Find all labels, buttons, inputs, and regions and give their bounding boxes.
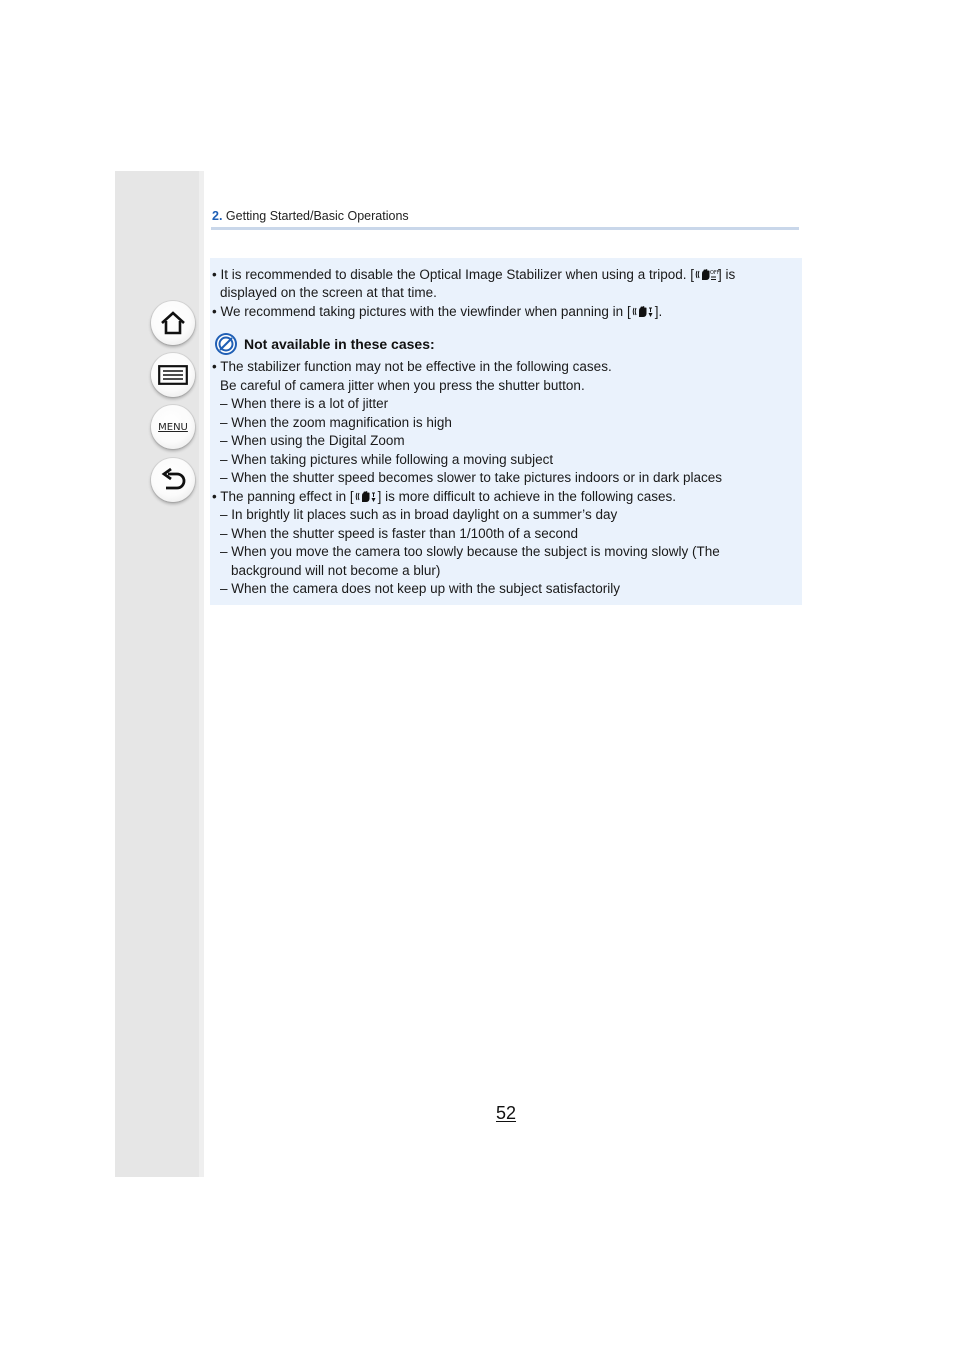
page-number: 52	[495, 1103, 517, 1123]
panning-note: • The panning effect in [ ] is more difficult to achieve in the following cases.	[212, 489, 676, 504]
viewfinder-note: • We recommend taking pictures with the viewfinder when panning in [ ].	[212, 304, 663, 319]
contents-button[interactable]	[151, 353, 195, 397]
list-item: – When using the Digital Zoom	[220, 433, 405, 448]
tripod-note-line-2: displayed on the screen at that time.	[220, 285, 437, 300]
tripod-note-line-1: • It is recommended to disable the Optical Image Stabilizer when using a tripod. [ OFF ] is	[212, 267, 736, 282]
home-button[interactable]	[151, 301, 195, 345]
back-button[interactable]	[151, 458, 195, 502]
menu-label: MENU	[158, 421, 188, 433]
list-item: – When the zoom magnification is high	[220, 415, 452, 430]
list-item: – When there is a lot of jitter	[220, 396, 389, 411]
list-item-continuation: background will not become a blur)	[231, 563, 441, 578]
list-icon	[158, 365, 188, 385]
chapter-title: Getting Started/Basic Operations	[225, 209, 409, 223]
list-item: – When taking pictures while following a moving subject	[220, 452, 554, 467]
list-item: – When the shutter speed is faster than 1/100th of a second	[220, 526, 578, 541]
stabilizer-off-icon	[695, 268, 720, 281]
stabilizer-panning-icon	[355, 490, 377, 503]
not-available-icon	[214, 332, 238, 356]
list-item: – When the camera does not keep up with the subject satisfactorily	[220, 581, 620, 596]
list-item: – When you move the camera too slowly because the subject is moving slowly (The	[220, 544, 720, 559]
stabilizer-note-line-1: • The stabilizer function may not be effective in the following cases.	[212, 359, 612, 374]
stabilizer-panning-icon	[632, 305, 654, 318]
list-item: – In brightly lit places such as in broad daylight on a summer’s day	[220, 507, 618, 522]
header-rule	[211, 227, 799, 230]
breadcrumb	[212, 209, 409, 223]
sidebar-edge	[199, 171, 204, 1177]
not-available-title: Not available in these cases:	[244, 336, 435, 352]
svg-text:OFF: OFF	[709, 270, 720, 276]
home-icon	[159, 310, 187, 336]
return-arrow-icon	[159, 468, 187, 492]
stabilizer-note-line-2: Be careful of camera jitter when you press the shutter button.	[220, 378, 585, 393]
chapter-number: 2.	[212, 209, 223, 223]
list-item: – When the shutter speed becomes slower to take pictures indoors or in dark places	[220, 470, 723, 485]
menu-button[interactable]	[151, 405, 195, 449]
